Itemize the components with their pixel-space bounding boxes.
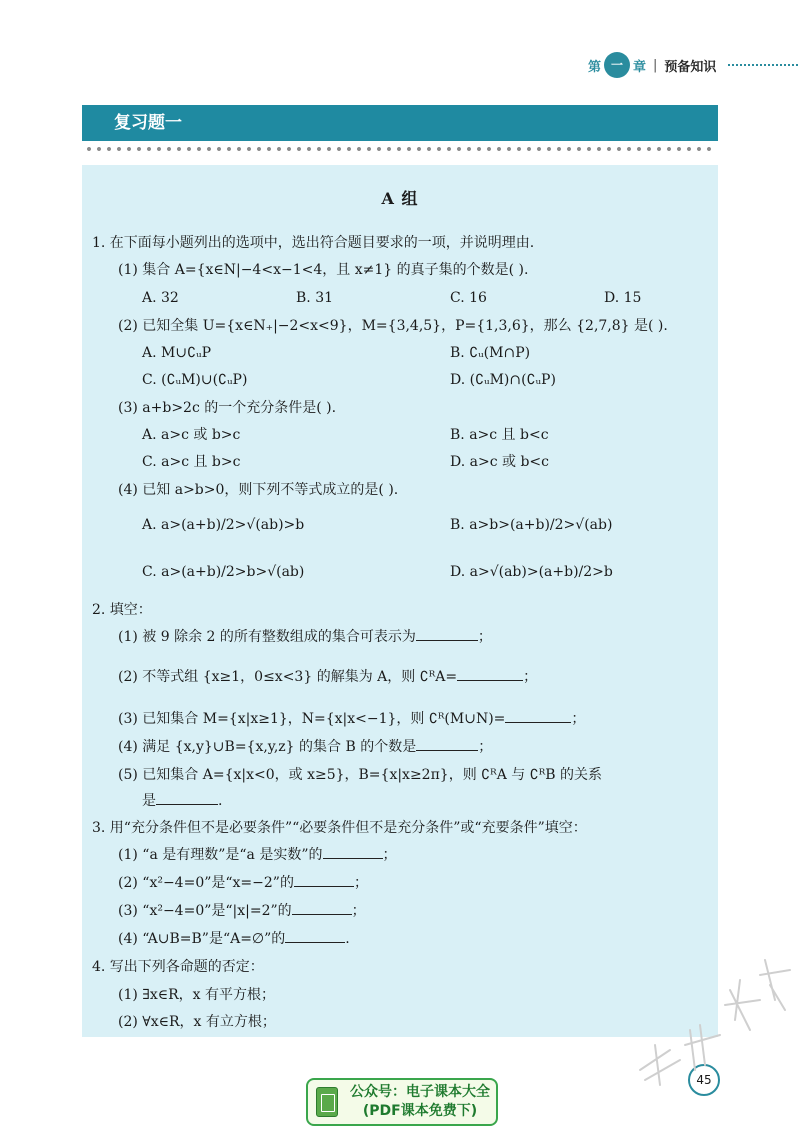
stamp-line-2: (PDF课本免费下)	[362, 1103, 478, 1119]
question-3-3	[118, 901, 366, 921]
answer-blank[interactable]	[156, 791, 218, 805]
header-separator: |	[653, 57, 658, 73]
question-1-4: (4) 已知 a>b>0，则下列不等式成立的是( ).	[118, 482, 399, 498]
option-1-4-d: D. a>√(ab)>(a+b)/2>b	[450, 564, 613, 580]
question-3-3-text: (3) “x²−4=0”是“|x|=2”的	[118, 903, 292, 919]
question-2-5-end: .	[218, 793, 223, 809]
option-1-2-b: B. ∁ᵤ(M∩P)	[450, 345, 531, 361]
question-2-4	[118, 737, 492, 757]
question-4-1: (1) ∃x∈R，x 有平方根；	[118, 987, 276, 1003]
option-1-3-a: A. a>c 或 b>c	[142, 427, 241, 443]
question-3-2-end: ；	[353, 875, 368, 891]
option-1-2-a: A. M∪∁ᵤP	[142, 345, 211, 361]
chapter-number-badge: 一	[604, 52, 630, 78]
book-icon	[316, 1087, 338, 1117]
option-1-3-c: C. a>c 且 b>c	[142, 454, 241, 470]
question-2-stem: 2. 填空：	[92, 602, 152, 618]
answer-blank[interactable]	[323, 845, 383, 859]
option-1-1-b: B. 31	[296, 290, 334, 306]
question-3-2-text: (2) “x²−4=0”是“x=−2”的	[118, 875, 294, 891]
question-2-2	[118, 667, 537, 687]
question-2-4-text: (4) 满足 {x,y}∪B={x,y,z} 的集合 B 的个数是	[118, 739, 417, 755]
promo-stamp	[306, 1078, 498, 1126]
stamp-line-1: 公众号：电子课本大全	[350, 1084, 490, 1100]
question-3-1-text: (1) “a 是有理数”是“a 是实数”的	[118, 847, 323, 863]
option-1-3-b: B. a>c 且 b<c	[450, 427, 549, 443]
question-2-5: (5) 已知集合 A={x|x<0，或 x≥5}，B={x|x≥2π}，则 ∁ᴿA 与 ∁ᴿB 的关系	[118, 767, 602, 783]
dotted-divider	[84, 144, 716, 154]
question-4-stem: 4. 写出下列各命题的否定：	[92, 959, 264, 975]
question-2-1	[118, 627, 492, 647]
question-2-1-text: (1) 被 9 除余 2 的所有整数组成的集合可表示为	[118, 629, 416, 645]
section-title: 复习题一	[114, 113, 182, 133]
option-1-1-a: A. 32	[142, 290, 179, 306]
question-2-3	[118, 709, 585, 729]
answer-blank[interactable]	[416, 627, 478, 641]
chapter-header	[588, 52, 716, 78]
question-3-1-end: ；	[382, 847, 397, 863]
question-2-5-cont-text: 是	[142, 793, 156, 809]
question-3-3-end: ；	[351, 903, 366, 919]
option-1-4-c: C. a>(a+b)/2>b>√(ab)	[142, 564, 305, 580]
question-3-4-end: .	[345, 931, 350, 947]
question-3-2	[118, 873, 368, 893]
answer-blank[interactable]	[416, 737, 478, 751]
question-2-4-end: ；	[478, 739, 493, 755]
question-4-2: (2) ∀x∈R，x 有立方根；	[118, 1014, 276, 1030]
question-1-stem: 1. 在下面每小题列出的选项中，选出符合题目要求的一项，并说明理由.	[92, 235, 535, 251]
question-3-4-text: (4) “A∪B=B”是“A=∅”的	[118, 931, 286, 947]
question-2-2-text: (2) 不等式组 {x≥1，0≤x<3} 的解集为 A，则 ∁ᴿA=	[118, 669, 458, 685]
header-dotted-rule	[728, 64, 798, 66]
question-2-5-cont	[142, 791, 222, 811]
option-1-4-b: B. a>b>(a+b)/2>√(ab)	[450, 517, 613, 533]
question-2-3-end: ；	[571, 711, 586, 727]
answer-blank[interactable]	[294, 873, 354, 887]
option-1-1-c: C. 16	[450, 290, 487, 306]
question-3-stem: 3. 用“充分条件但不是必要条件”“必要条件但不是充分条件”或“充要条件”填空：	[92, 820, 587, 836]
question-3-1	[118, 845, 397, 865]
question-3-4	[118, 929, 350, 949]
chapter-prefix: 第	[588, 59, 602, 75]
question-1-2: (2) 已知全集 U={x∈N₊|−2<x<9}，M={3,4,5}，P={1,3,6}，那么 {2,7,8} 是( ).	[118, 318, 668, 334]
option-1-3-d: D. a>c 或 b<c	[450, 454, 549, 470]
page-number: 45	[688, 1064, 720, 1096]
question-2-2-end: ；	[523, 669, 538, 685]
publisher-watermark	[600, 920, 800, 1120]
group-title: A 组	[381, 189, 419, 208]
option-1-2-d: D. (∁ᵤM)∩(∁ᵤP)	[450, 372, 556, 388]
option-1-1-d: D. 15	[604, 290, 642, 306]
option-1-2-c: C. (∁ᵤM)∪(∁ᵤP)	[142, 372, 248, 388]
question-1-1: (1) 集合 A={x∈N|−4<x−1<4，且 x≠1} 的真子集的个数是( ).	[118, 262, 529, 278]
question-2-3-text: (3) 已知集合 M={x|x≥1}，N={x|x<−1}，则 ∁ᴿ(M∪N)=	[118, 711, 506, 727]
chapter-suffix: 章	[633, 59, 647, 75]
answer-blank[interactable]	[292, 901, 352, 915]
question-2-1-end: ；	[477, 629, 492, 645]
answer-blank[interactable]	[505, 709, 571, 723]
question-1-3: (3) a+b>2c 的一个充分条件是( ).	[118, 400, 337, 416]
answer-blank[interactable]	[285, 929, 345, 943]
chapter-topic: 预备知识	[664, 59, 717, 75]
option-1-4-a: A. a>(a+b)/2>√(ab)>b	[142, 517, 305, 533]
answer-blank[interactable]	[457, 667, 523, 681]
section-title-banner	[82, 105, 718, 141]
